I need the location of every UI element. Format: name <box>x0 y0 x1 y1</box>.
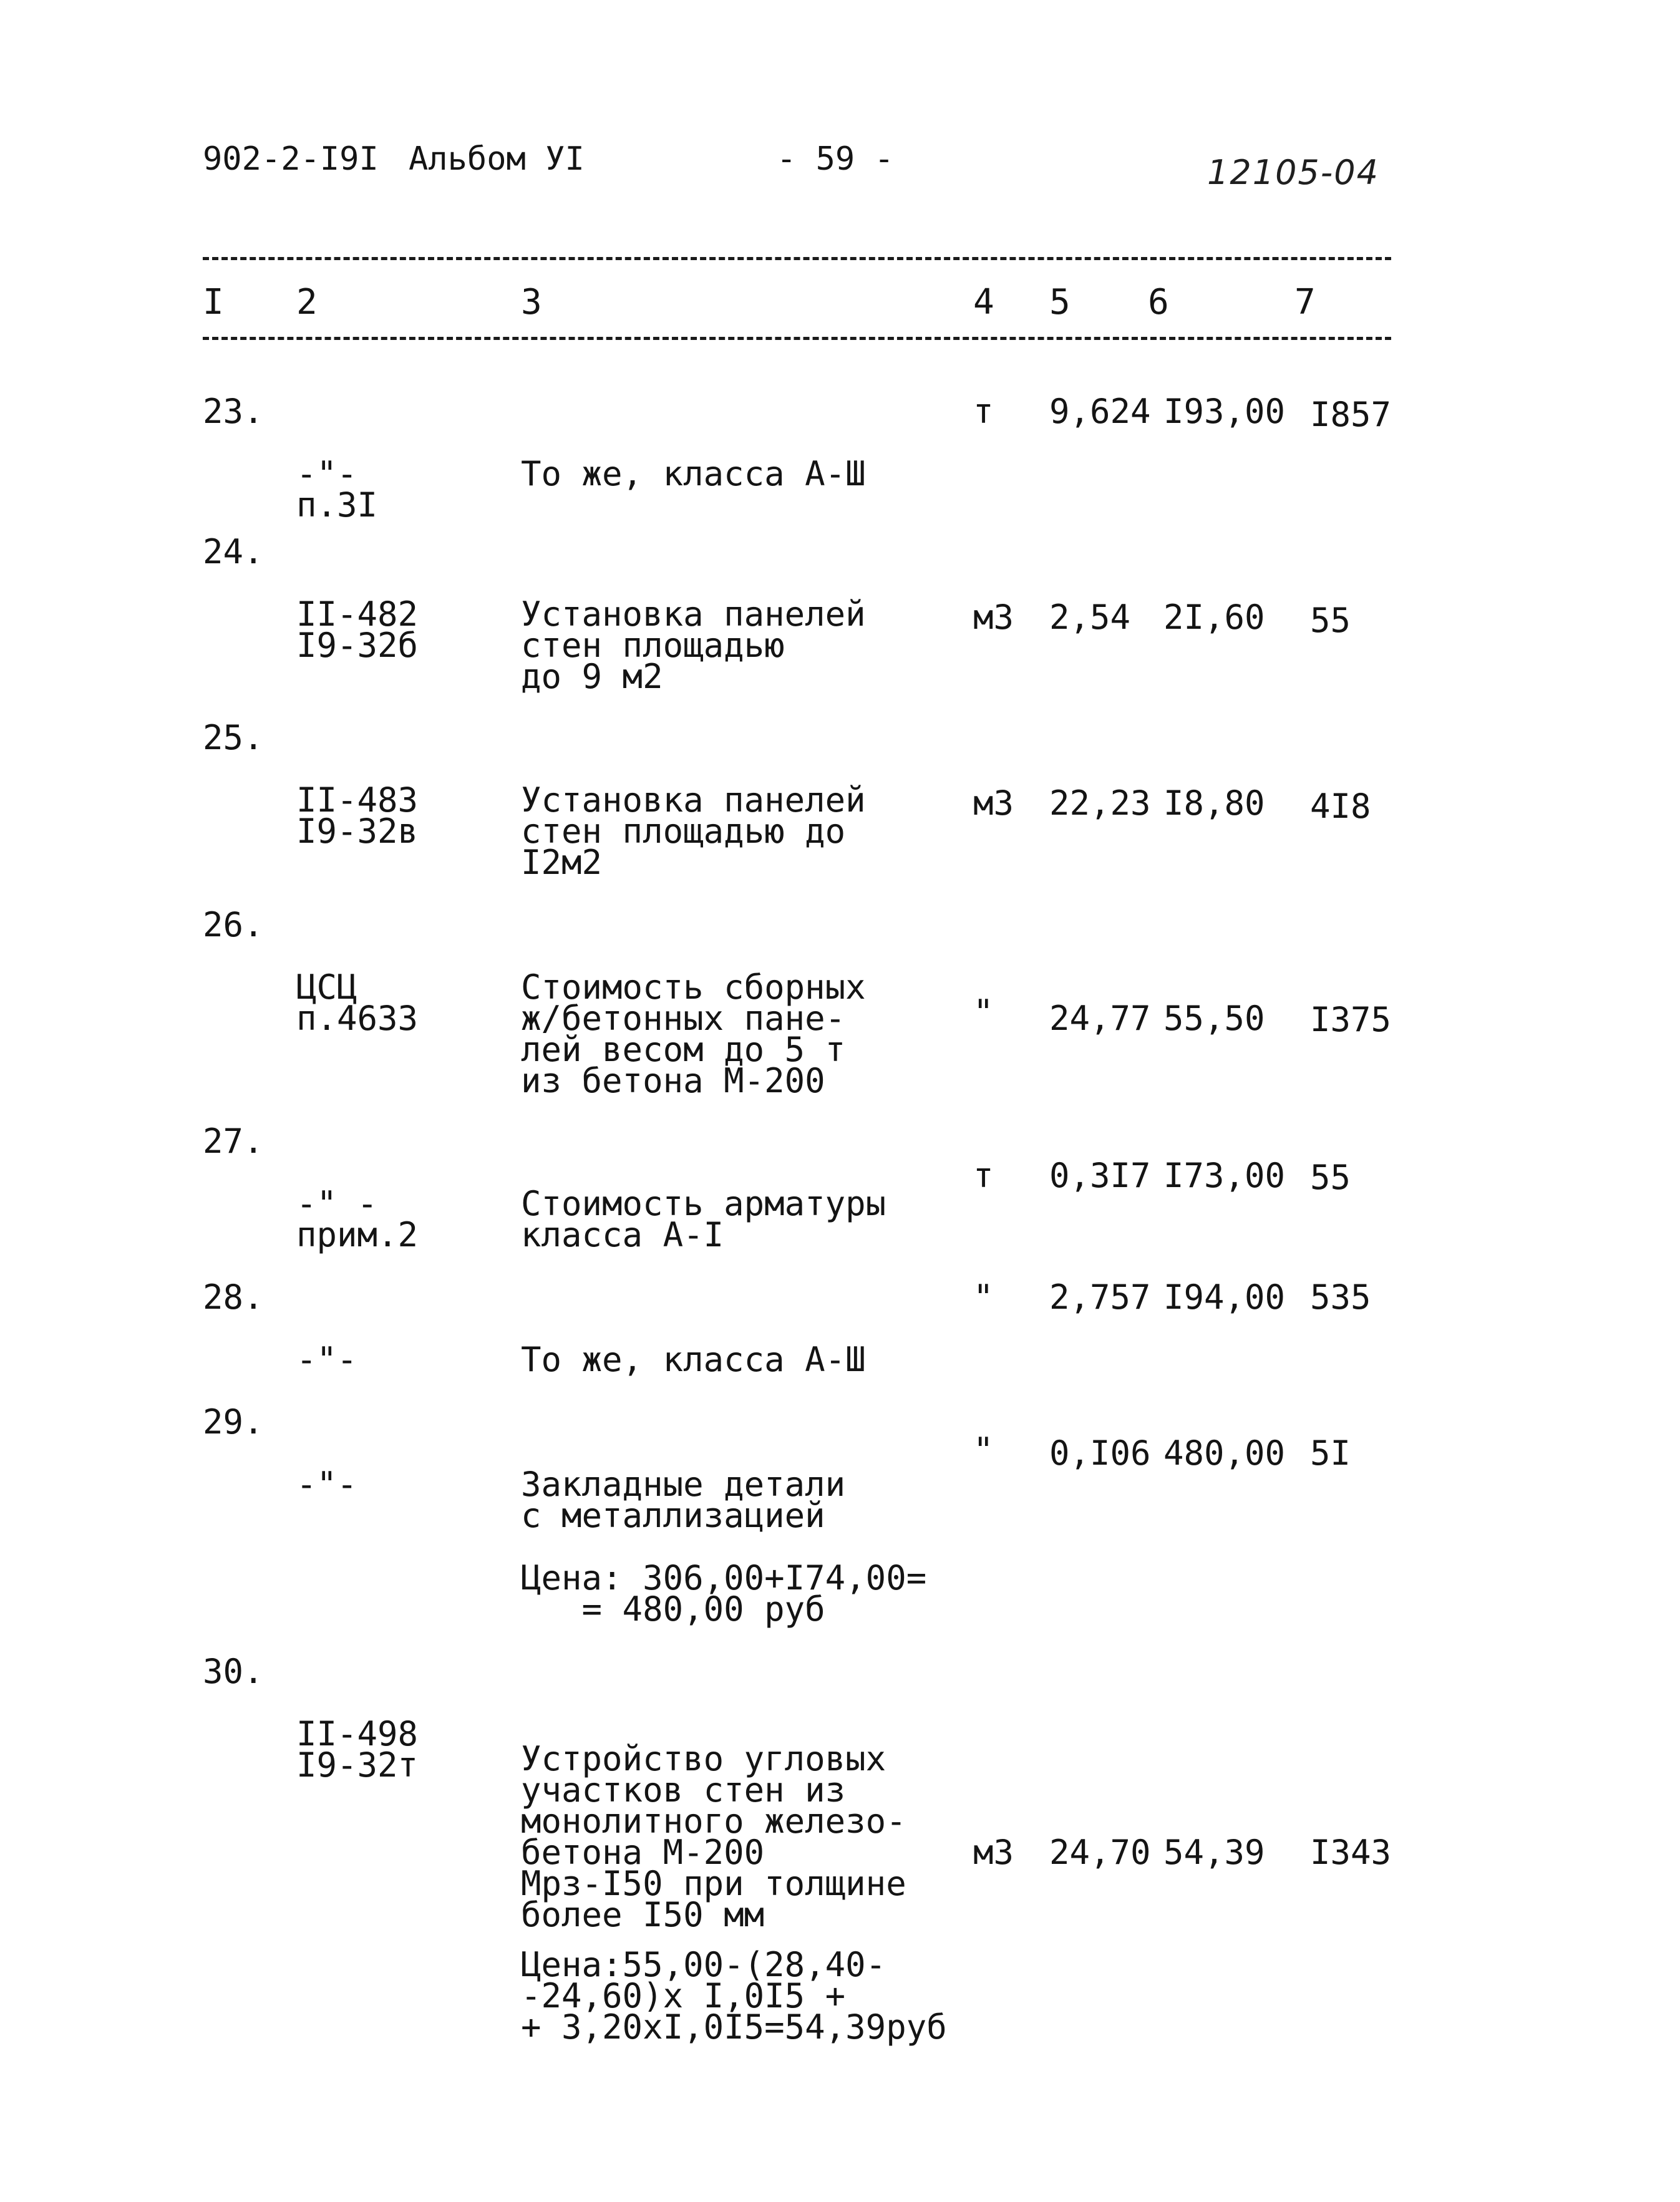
column-header-7: 7 <box>1294 282 1316 323</box>
row-price: I73,00 <box>1163 1156 1286 1195</box>
row-unit: т <box>973 1156 994 1195</box>
column-header-1: I <box>203 282 224 323</box>
column-header-5: 5 <box>1049 282 1071 323</box>
row-total: 4I8 <box>1310 787 1371 826</box>
row-number: 23. <box>203 392 264 431</box>
row-quantity: 0,3I7 <box>1049 1156 1151 1195</box>
page-number: - 59 - <box>777 140 894 178</box>
row-price: 2I,60 <box>1163 598 1265 637</box>
row-description: То же, класса А-Ш <box>521 454 866 493</box>
row-total: 55 <box>1310 1158 1351 1197</box>
row-description: Установка панелей стен площадью до 9 м2 <box>521 594 866 696</box>
row-code: -"- п.3I <box>296 454 378 525</box>
row-price: 480,00 <box>1163 1433 1286 1473</box>
album-label: Альбом УI <box>409 140 585 178</box>
row-unit: т <box>973 392 994 431</box>
row-total: I857 <box>1310 395 1392 434</box>
row-number: 28. <box>203 1278 264 1317</box>
row-code: II-498 I9-32т <box>296 1714 419 1785</box>
bottom-dashed-rule <box>203 337 1391 340</box>
row-price: 54,39 <box>1163 1833 1265 1872</box>
row-unit: м3 <box>973 1833 1014 1872</box>
row-unit: м3 <box>973 783 1014 823</box>
row-price: 55,50 <box>1163 999 1265 1038</box>
row-price: I8,80 <box>1163 783 1265 823</box>
row-code: II-482 I9-32б <box>296 594 419 665</box>
row-quantity: 0,I06 <box>1049 1433 1151 1473</box>
row-code: ЦСЦ п.4633 <box>296 968 419 1038</box>
handwritten-inventory-number: 12105-04 <box>1207 153 1379 192</box>
column-header-6: 6 <box>1148 282 1169 323</box>
row-number: 24. <box>203 532 264 571</box>
row-total: 5I <box>1310 1433 1351 1473</box>
row-quantity: 24,70 <box>1049 1833 1151 1872</box>
price-note: Цена: 306,00+I74,00= = 480,00 руб <box>521 1558 927 1629</box>
row-code: II-483 I9-32в <box>296 780 419 851</box>
row-quantity: 22,23 <box>1049 783 1151 823</box>
row-number: 30. <box>203 1652 264 1691</box>
row-code: -"- <box>296 1340 357 1379</box>
price-note: Цена:55,00-(28,40- -24,60)х I,0I5 + + 3,20хI,0I5=54,39руб <box>521 1945 947 2047</box>
row-unit: " <box>973 1278 994 1317</box>
row-total: 535 <box>1310 1278 1371 1317</box>
row-description: Устройство угловых участков стен из монолитного железо- бетона М-200 Мрз-I50 при толщине более I50 мм <box>521 1739 906 1934</box>
column-header-2: 2 <box>296 282 318 323</box>
row-quantity: 24,77 <box>1049 999 1151 1038</box>
row-code: -" - прим.2 <box>296 1184 419 1254</box>
row-total: I343 <box>1310 1833 1392 1872</box>
row-description: Стоимость сборных ж/бетонных пане- лей весом до 5 т из бетона М-200 <box>521 968 866 1100</box>
row-description: Установка панелей стен площадью до I2м2 <box>521 780 866 882</box>
row-price: I94,00 <box>1163 1278 1286 1317</box>
row-unit: м3 <box>973 598 1014 637</box>
row-total: 55 <box>1310 601 1351 640</box>
row-description: То же, класса А-Ш <box>521 1340 866 1379</box>
document-code: 902-2-I9I <box>203 140 379 178</box>
column-header-3: 3 <box>521 282 542 323</box>
row-description: Стоимость арматуры класса А-I <box>521 1184 886 1254</box>
column-header-4: 4 <box>973 282 994 323</box>
row-number: 26. <box>203 905 264 944</box>
row-description: Закладные детали с металлизацией <box>521 1465 846 1535</box>
row-quantity: 2,54 <box>1049 598 1131 637</box>
row-number: 25. <box>203 718 264 757</box>
row-unit: " <box>973 992 994 1032</box>
row-total: I375 <box>1310 1000 1392 1039</box>
row-quantity: 2,757 <box>1049 1278 1151 1317</box>
row-number: 29. <box>203 1402 264 1442</box>
row-price: I93,00 <box>1163 392 1286 431</box>
row-quantity: 9,624 <box>1049 392 1151 431</box>
top-dashed-rule <box>203 257 1391 260</box>
row-unit: " <box>973 1430 994 1470</box>
row-number: 27. <box>203 1122 264 1161</box>
row-code: -"- <box>296 1465 357 1504</box>
